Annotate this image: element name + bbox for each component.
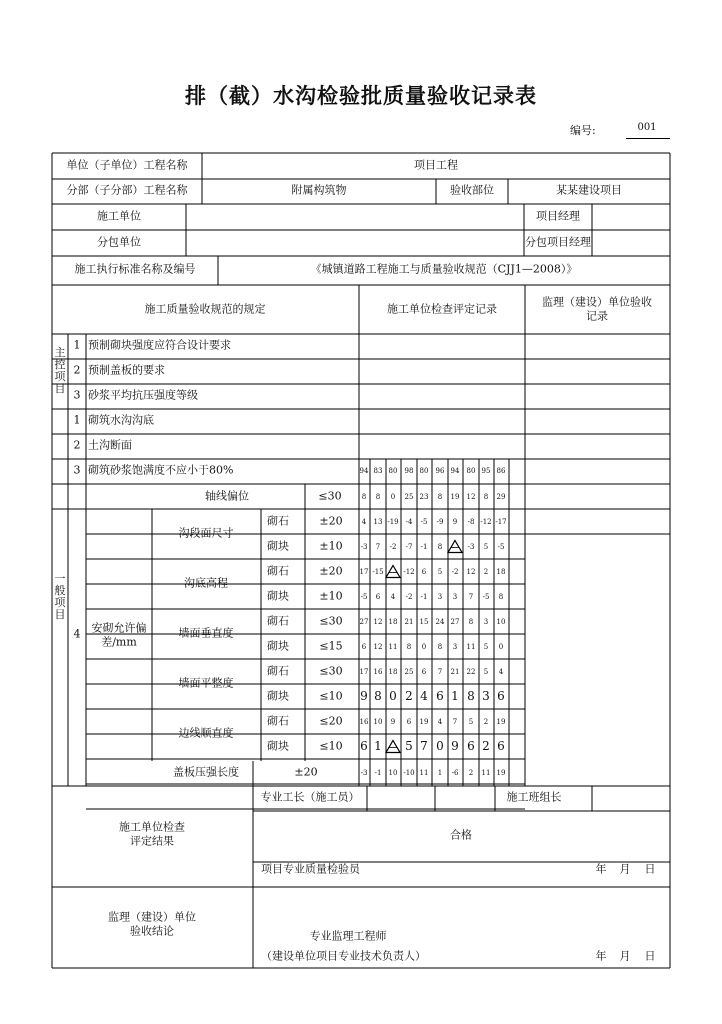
- cover-strength-value: 10: [388, 768, 398, 777]
- axis-offset-value: 8: [375, 492, 381, 501]
- deviation-value: -2: [405, 592, 413, 601]
- deviation-tolerance: ≤20: [319, 714, 343, 728]
- deviation-value: 4: [361, 517, 367, 526]
- cover-strength-value: 19: [496, 768, 506, 777]
- page-title: 排（截）水沟检验批质量验收记录表: [185, 84, 537, 108]
- spec-column-header: 施工质量验收规范的规定: [144, 302, 266, 316]
- deviation-value: 17: [359, 667, 369, 676]
- date-year-label: 年: [595, 862, 607, 876]
- deviation-value: 3: [452, 642, 458, 651]
- axis-offset-value: 25: [404, 492, 414, 501]
- axis-offset-value: 8: [361, 492, 367, 501]
- mortar-fullness-value: 94: [450, 466, 460, 475]
- deviation-value: 16: [359, 717, 369, 726]
- supervision-date-day-label: 日: [644, 949, 656, 963]
- deviation-value: 12: [373, 617, 383, 626]
- cover-strength-value: -3: [360, 768, 368, 777]
- supervision-date-month-label: 月: [619, 949, 631, 963]
- general-item-no: 1: [73, 413, 81, 427]
- deviation-value: 8: [374, 688, 382, 703]
- deviation-value: 9: [452, 517, 458, 526]
- code-label: 编号:: [570, 124, 596, 137]
- deviation-value: -2: [389, 542, 397, 551]
- deviation-value: 7: [437, 667, 443, 676]
- deviation-value: 12: [373, 642, 383, 651]
- deviation-value: 0: [421, 642, 427, 651]
- unit-project-value: 项目工程: [414, 158, 458, 172]
- standard-value: 《城镇道路工程施工与质量验收规范（CJJ1—2008）》: [310, 262, 578, 276]
- triangle-mark-icon: [385, 739, 401, 753]
- deviation-value: 18: [388, 617, 398, 626]
- deviation-value: 24: [435, 617, 445, 626]
- deviation-value: 19: [419, 717, 429, 726]
- deviation-value: 2: [483, 567, 489, 576]
- acceptance-part-value: 某某建设项目: [556, 183, 622, 197]
- deviation-value: 7: [420, 738, 428, 753]
- unit-project-label: 单位（子单位）工程名称: [66, 158, 188, 172]
- deviation-value: 15: [419, 617, 429, 626]
- team-leader-label: 施工班组长: [506, 790, 562, 804]
- sub-project-label: 分部（子分部）工程名称: [66, 183, 188, 197]
- main-control-group-label: 主控项目: [54, 346, 66, 395]
- deviation-value: 4: [498, 667, 504, 676]
- general-item-text: 土沟断面: [88, 438, 132, 452]
- check-record-column-header: 施工单位检查评定记录: [387, 302, 497, 316]
- check-result-value: 合格: [450, 828, 472, 842]
- axis-offset-value: 8: [483, 492, 489, 501]
- supervision-conclusion-label-line1: 监理（建设）单位: [108, 910, 196, 924]
- deviation-value: 4: [437, 717, 443, 726]
- cover-strength-value: -10: [403, 768, 415, 777]
- mortar-fullness-value: 86: [496, 466, 506, 475]
- deviation-material: 砌石: [267, 514, 289, 528]
- deviation-value: 5: [405, 738, 413, 753]
- deviation-tolerance: ≤30: [319, 664, 343, 678]
- mortar-fullness-value: 98: [404, 466, 414, 475]
- deviation-value: 6: [497, 688, 505, 703]
- deviation-material: 砌块: [267, 589, 289, 603]
- date-day-label: 日: [644, 862, 656, 876]
- deviation-value: -15: [372, 567, 384, 576]
- main-control-item-text: 预制盖板的要求: [88, 363, 165, 377]
- mortar-fullness-value: 83: [373, 466, 383, 475]
- deviation-tolerance: ±10: [319, 539, 343, 553]
- deviation-value: 21: [404, 617, 414, 626]
- deviation-value: 0: [498, 642, 504, 651]
- deviation-material: 砌石: [267, 714, 289, 728]
- general-item-text: 砌筑水沟沟底: [88, 413, 154, 427]
- deviation-value: 0: [436, 738, 444, 753]
- deviation-tolerance: ≤30: [319, 614, 343, 628]
- deviation-value: -5: [497, 542, 505, 551]
- deviation-value: -1: [420, 592, 428, 601]
- deviation-value: 6: [421, 567, 427, 576]
- deviation-value: -3: [467, 542, 475, 551]
- deviation-group-name: 墙面平整度: [178, 676, 234, 690]
- deviation-value: 27: [450, 617, 460, 626]
- deviation-value: 11: [388, 642, 398, 651]
- deviation-value: 17: [359, 567, 369, 576]
- deviation-value: -19: [387, 517, 399, 526]
- deviation-value: 3: [483, 617, 489, 626]
- deviation-value: 6: [436, 688, 444, 703]
- deviation-value: 6: [361, 642, 367, 651]
- deviation-value: 5: [468, 717, 474, 726]
- deviation-value: -2: [451, 567, 459, 576]
- sub-project-value: 附属构筑物: [291, 183, 347, 197]
- deviation-value: -3: [360, 542, 368, 551]
- axis-offset-value: 0: [390, 492, 396, 501]
- deviation-value: -5: [482, 592, 490, 601]
- deviation-value: 10: [373, 717, 383, 726]
- check-result-label-line1: 施工单位检查: [119, 820, 185, 834]
- foreman-label: 专业工长（施工员）: [260, 790, 360, 804]
- deviation-value: 12: [466, 567, 476, 576]
- cover-strength-tolerance: ±20: [294, 765, 318, 779]
- deviation-item-no: 4: [73, 627, 81, 641]
- supervision-column-header-line1: 监理（建设）单位验收: [542, 295, 652, 309]
- axis-offset-value: 23: [419, 492, 429, 501]
- deviation-value: 5: [483, 642, 489, 651]
- deviation-value: 13: [373, 517, 383, 526]
- deviation-value: 18: [496, 567, 506, 576]
- deviation-value: 21: [450, 667, 460, 676]
- deviation-group-name: 沟段面尺寸: [178, 526, 234, 540]
- deviation-value: 16: [373, 667, 383, 676]
- deviation-material: 砌块: [267, 639, 289, 653]
- deviation-value: -9: [436, 517, 444, 526]
- deviation-value: 10: [496, 617, 506, 626]
- deviation-value: 9: [360, 688, 368, 703]
- axis-offset-value: 8: [437, 492, 443, 501]
- subcontract-manager-label: 分包项目经理: [525, 235, 591, 249]
- check-result-label-line2: 评定结果: [130, 834, 174, 848]
- deviation-value: 5: [483, 667, 489, 676]
- supervision-conclusion-label-line2: 验收结论: [130, 924, 174, 938]
- deviation-value: -7: [405, 542, 413, 551]
- general-item-no: 2: [73, 438, 81, 452]
- deviation-value: -12: [403, 567, 415, 576]
- deviation-value: 5: [437, 567, 443, 576]
- deviation-value: 8: [437, 542, 443, 551]
- triangle-mark-icon: [385, 564, 401, 578]
- deviation-value: 4: [390, 592, 396, 601]
- deviation-label-line1: 安砌允许偏: [91, 621, 147, 635]
- standard-label: 施工执行标准名称及编号: [74, 262, 196, 276]
- deviation-value: 8: [467, 688, 475, 703]
- deviation-value: 2: [482, 738, 490, 753]
- deviation-value: -4: [405, 517, 413, 526]
- deviation-value: 19: [496, 717, 506, 726]
- deviation-value: -17: [495, 517, 507, 526]
- deviation-material: 砌块: [267, 539, 289, 553]
- deviation-value: 5: [483, 542, 489, 551]
- owner-representative-label: （建设单位项目专业技术负责人）: [261, 949, 426, 963]
- deviation-value: 18: [388, 667, 398, 676]
- mortar-fullness-value: 95: [481, 466, 491, 475]
- deviation-group-name: 沟底高程: [184, 576, 228, 590]
- deviation-value: 3: [452, 592, 458, 601]
- deviation-group-name: 墙面垂直度: [178, 626, 234, 640]
- deviation-value: 1: [374, 738, 382, 753]
- supervision-date-year-label: 年: [595, 949, 607, 963]
- acceptance-part-label: 验收部位: [450, 183, 494, 197]
- deviation-material: 砌块: [267, 689, 289, 703]
- deviation-value-triangle: [386, 740, 400, 753]
- deviation-tolerance: ≤10: [319, 689, 343, 703]
- deviation-label-line2: 差/mm: [101, 635, 137, 649]
- deviation-value: 7: [452, 717, 458, 726]
- deviation-tolerance: ±20: [319, 564, 343, 578]
- deviation-value: 0: [389, 688, 397, 703]
- axis-offset-tolerance: ≤30: [318, 489, 342, 503]
- supervision-column-header-line2: 记录: [586, 309, 608, 323]
- mortar-fullness-value: 80: [466, 466, 476, 475]
- deviation-tolerance: ±10: [319, 589, 343, 603]
- deviation-value: 8: [498, 592, 504, 601]
- deviation-value: -8: [467, 517, 475, 526]
- deviation-value-triangle: [448, 540, 462, 553]
- deviation-value: -5: [360, 592, 368, 601]
- general-item-no: 3: [73, 463, 81, 477]
- deviation-value: 8: [406, 642, 412, 651]
- cover-strength-value: -1: [374, 768, 382, 777]
- deviation-value: 11: [466, 642, 476, 651]
- triangle-mark-icon: [447, 539, 463, 553]
- deviation-tolerance: ±20: [319, 514, 343, 528]
- deviation-value-triangle: [386, 565, 400, 578]
- main-control-item-text: 预制砌块强度应符合设计要求: [88, 338, 231, 352]
- deviation-material: 砌石: [267, 564, 289, 578]
- mortar-fullness-value: 94: [359, 466, 369, 475]
- cover-strength-value: 1: [437, 768, 443, 777]
- axis-offset-value: 12: [466, 492, 476, 501]
- mortar-fullness-value: 96: [435, 466, 445, 475]
- date-month-label: 月: [619, 862, 631, 876]
- cover-strength-value: 11: [481, 768, 491, 777]
- deviation-value: 6: [421, 667, 427, 676]
- deviation-value: 3: [437, 592, 443, 601]
- mortar-fullness-value: 80: [419, 466, 429, 475]
- deviation-value: 7: [375, 542, 381, 551]
- deviation-material: 砌石: [267, 614, 289, 628]
- deviation-group-name: 边线顺直度: [178, 726, 234, 740]
- deviation-value: -5: [420, 517, 428, 526]
- deviation-value: 6: [375, 592, 381, 601]
- general-group-label: 一般项目: [54, 572, 66, 621]
- cover-strength-value: -6: [451, 768, 459, 777]
- deviation-value: 8: [468, 617, 474, 626]
- deviation-value: 9: [451, 738, 459, 753]
- deviation-value: 2: [405, 688, 413, 703]
- deviation-material: 砌石: [267, 664, 289, 678]
- main-control-item-text: 砂浆平均抗压强度等级: [88, 388, 198, 402]
- deviation-value: 25: [404, 667, 414, 676]
- main-control-item-no: 2: [73, 363, 81, 377]
- deviation-value: -1: [420, 542, 428, 551]
- deviation-tolerance: ≤10: [319, 739, 343, 753]
- cover-strength-value: 2: [468, 768, 474, 777]
- axis-offset-label: 轴线偏位: [205, 489, 249, 503]
- deviation-value: 27: [359, 617, 369, 626]
- project-manager-label: 项目经理: [536, 209, 580, 223]
- deviation-tolerance: ≤15: [319, 639, 343, 653]
- mortar-fullness-value: 80: [388, 466, 398, 475]
- deviation-value: 22: [466, 667, 476, 676]
- deviation-value: 2: [483, 717, 489, 726]
- supervisor-label: 专业监理工程师: [309, 929, 387, 943]
- deviation-value: 6: [497, 738, 505, 753]
- axis-offset-value: 19: [450, 492, 460, 501]
- deviation-value: 1: [451, 688, 459, 703]
- deviation-value: -12: [480, 517, 492, 526]
- cover-strength-label: 盖板压强长度: [173, 765, 239, 779]
- subcontract-unit-label: 分包单位: [97, 235, 141, 249]
- deviation-value: 6: [467, 738, 475, 753]
- deviation-value: 9: [390, 717, 396, 726]
- code-value: 001: [637, 122, 657, 133]
- cover-strength-value: 11: [419, 768, 429, 777]
- main-control-item-no: 3: [73, 388, 81, 402]
- deviation-value: 8: [437, 642, 443, 651]
- deviation-value: 3: [482, 688, 490, 703]
- axis-offset-value: 29: [496, 492, 506, 501]
- general-item-text: 砌筑砂浆饱满度不应小于80%: [88, 463, 234, 477]
- deviation-value: 6: [406, 717, 412, 726]
- main-control-item-no: 1: [73, 338, 81, 352]
- quality-inspector-label: 项目专业质量检验员: [261, 862, 360, 876]
- construction-unit-label: 施工单位: [97, 209, 141, 223]
- deviation-material: 砌块: [267, 739, 289, 753]
- deviation-value: 7: [468, 592, 474, 601]
- deviation-value: 6: [360, 738, 368, 753]
- deviation-value: 4: [420, 688, 428, 703]
